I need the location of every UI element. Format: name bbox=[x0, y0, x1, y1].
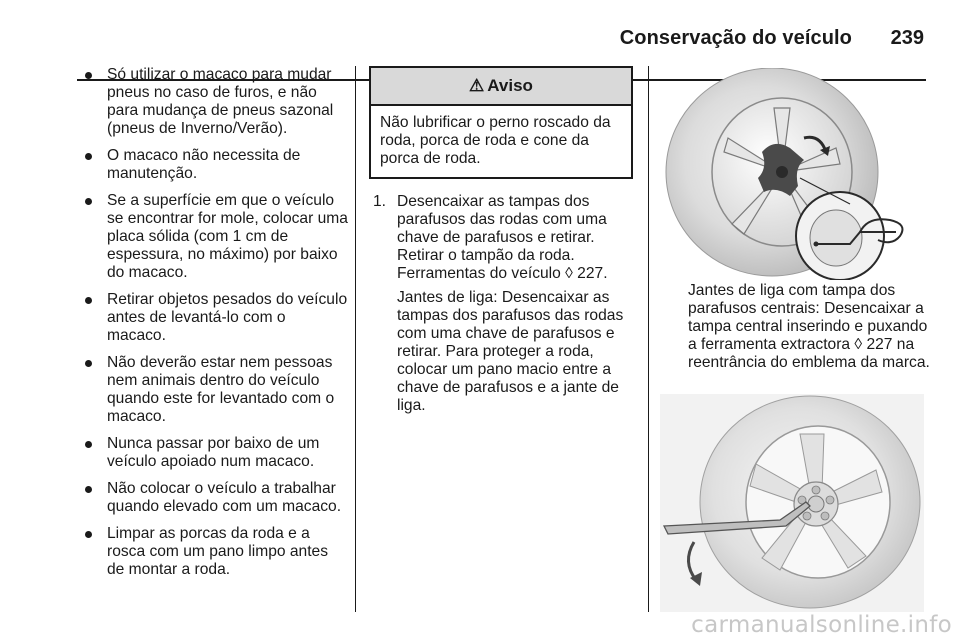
list-item: Nunca passar por baixo de um veículo apoiado num macaco. bbox=[80, 435, 348, 471]
list-item: O macaco não necessita de manutenção. bbox=[80, 147, 348, 183]
bullet-dot-icon bbox=[85, 486, 92, 493]
step-number: 1. bbox=[373, 193, 387, 210]
bullet-dot-icon bbox=[85, 198, 92, 205]
bullet-dot-icon bbox=[85, 441, 92, 448]
warning-text: Não lubrificar o perno roscado da roda, porca de roda e cone da porca de roda. bbox=[380, 114, 611, 167]
list-item: Se a superfície em que o veículo se encontrar for mole, colocar uma placa sólida (com 1 cm de espessura, no máximo) por baixo do macaco. bbox=[80, 192, 348, 282]
illustration-caption: Jantes de liga com tampa dos parafusos centrais: Desencaixar a tampa central inserindo e puxando a ferramenta extractora ◊ 227 na reentrância do emblema da marca. bbox=[688, 282, 930, 371]
page-header bbox=[0, 27, 960, 55]
list-item: Limpar as porcas da roda e a rosca com um pano limpo antes de montar a roda. bbox=[80, 525, 348, 579]
column-1 bbox=[80, 66, 348, 588]
bullet-dot-icon bbox=[85, 297, 92, 304]
column-divider-2 bbox=[648, 66, 649, 612]
warning-box bbox=[369, 66, 633, 179]
step-1 bbox=[369, 193, 633, 415]
bullet-dot-icon bbox=[85, 531, 92, 538]
bullet-dot-icon bbox=[85, 153, 92, 160]
warning-triangle-icon: ⚠ bbox=[469, 76, 485, 95]
section-title: Conservação do veículo bbox=[619, 27, 852, 49]
step-paragraph: Desencaixar as tampas dos parafusos das rodas com uma chave de parafusos e retirar. Retirar o tampão da roda. Ferramentas do veículo ◊ 227. bbox=[397, 193, 608, 282]
page-number: 239 bbox=[890, 27, 924, 49]
column-divider-1 bbox=[355, 66, 356, 612]
watermark: carmanualsonline.info bbox=[691, 612, 952, 638]
bullet-dot-icon bbox=[85, 72, 92, 79]
list-item: Não deverão estar nem pessoas nem animais dentro do veículo quando este for levantado com o macaco. bbox=[80, 354, 348, 426]
warning-heading bbox=[371, 68, 631, 106]
list-item: Só utilizar o macaco para mudar pneus no caso de furos, e não para mudança de pneus sazonal (pneus de Inverno/Verão). bbox=[80, 66, 348, 138]
bullet-dot-icon bbox=[85, 360, 92, 367]
safety-bullet-list bbox=[80, 66, 348, 579]
step-paragraph: Jantes de liga: Desencaixar as tampas dos parafusos das rodas com uma chave de parafusos e retirar. Para proteger a roda, colocar um pano macio entre a chave de parafusos e a jante de liga. bbox=[397, 289, 624, 414]
list-item: Retirar objetos pesados do veículo antes de levantá-lo com o macaco. bbox=[80, 291, 348, 345]
wheel-cap-removal-illustration bbox=[664, 68, 928, 280]
column-2 bbox=[369, 66, 633, 415]
list-item: Não colocar o veículo a trabalhar quando elevado com um macaco. bbox=[80, 480, 348, 516]
center-cap-extraction-illustration bbox=[660, 394, 924, 612]
warning-title: Aviso bbox=[487, 76, 533, 95]
